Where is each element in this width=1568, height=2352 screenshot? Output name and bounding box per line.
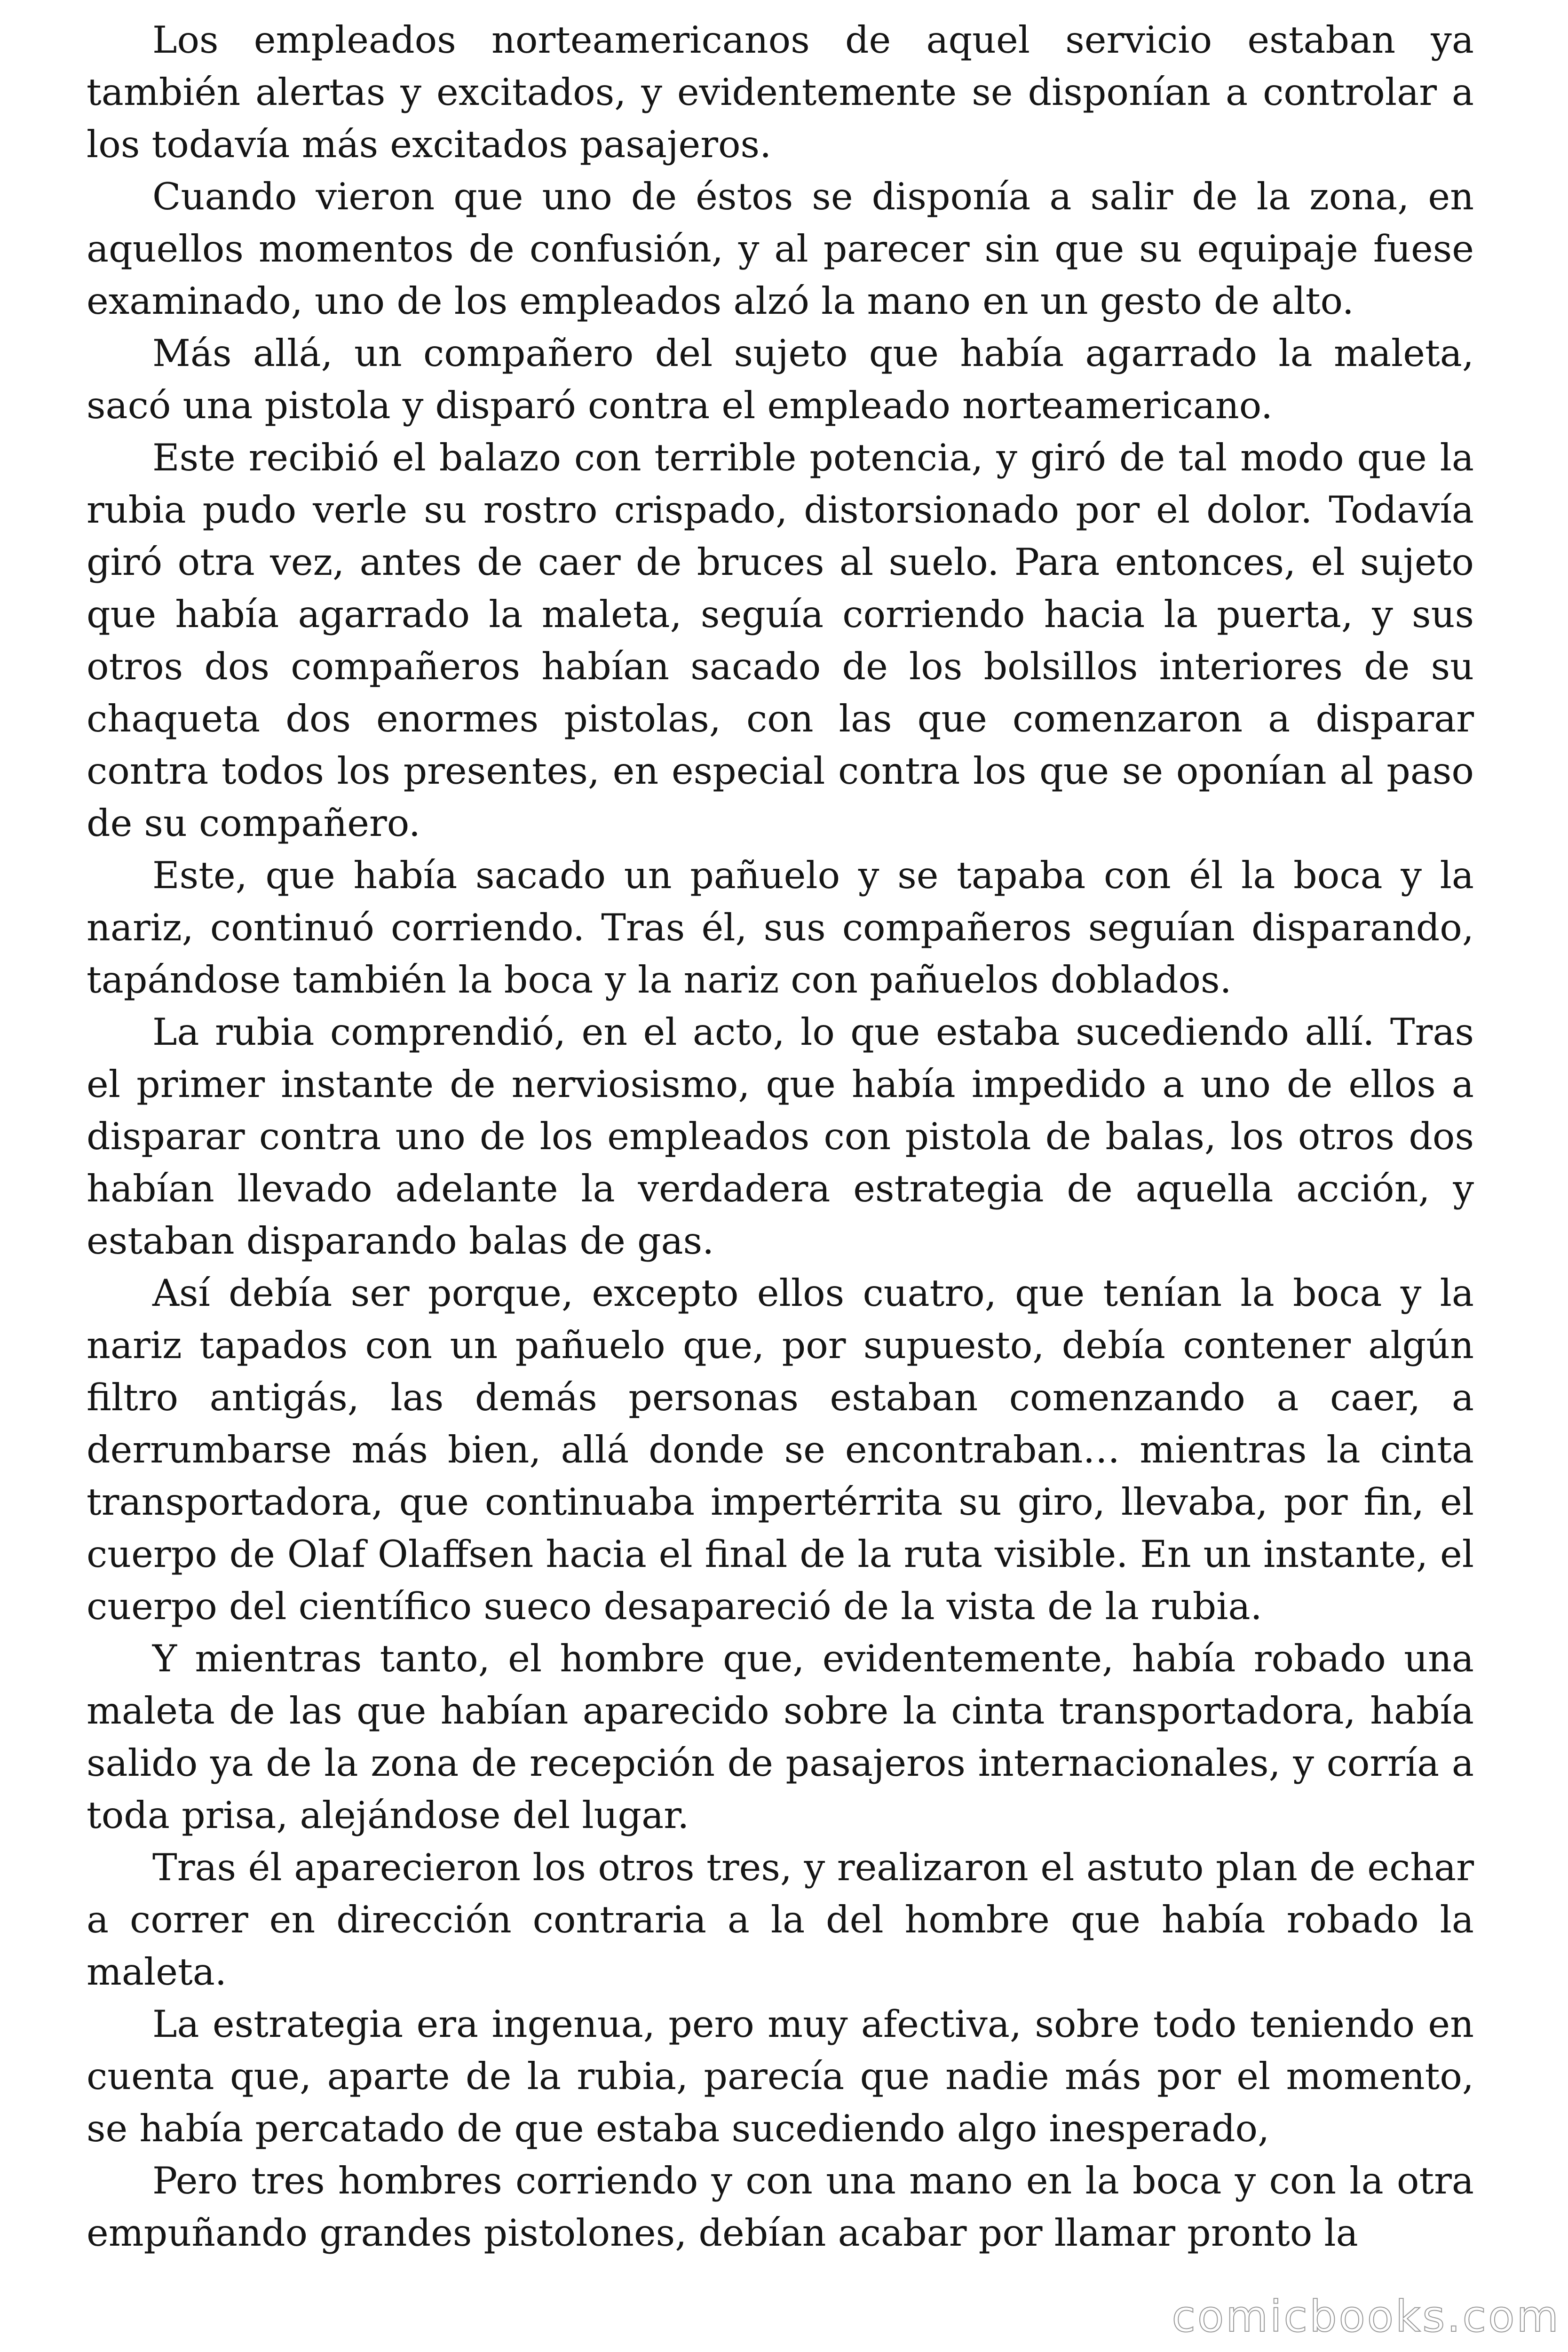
paragraph-10: La estrategia era ingenua, pero muy afectiva, sobre todo teniendo en cuenta que, aparte de la rubia, parecía que nadie más por el momento, se había percatado de que estaba sucediendo algo inesperado, <box>87 2002 1474 2150</box>
paragraph-1: Los empleados norteamericanos de aquel servicio estaban ya también alertas y excitados, y evidentemente se disponían a controlar a los todavía más excitados pasajeros. <box>87 18 1474 166</box>
paragraph-2: Cuando vieron que uno de éstos se disponía a salir de la zona, en aquellos momentos de confusión, y al parecer sin que su equipaje fuese examinado, uno de los empleados alzó la mano en un gesto de alto. <box>87 175 1474 323</box>
paragraph-6: La rubia comprendió, en el acto, lo que estaba sucediendo allí. Tras el primer instante de nerviosismo, que había impedido a uno de ellos a disparar contra uno de los empleados con pistola de balas, los otros dos habían llevado adelante la verdadera estrategia de aquella acción, y estaban disparando balas de gas. <box>87 1010 1474 1263</box>
paragraph-9: Tras él aparecieron los otros tres, y realizaron el astuto plan de echar a correr en dirección contraria a la del hombre que había robado la maleta. <box>87 1846 1474 1994</box>
paragraph-4: Este recibió el balazo con terrible potencia, y giró de tal modo que la rubia pudo verle su rostro crispado, distorsionado por el dolor. Todavía giró otra vez, antes de caer de bruces al suelo. Para entonces, el sujeto que había agarrado la maleta, seguía corriendo hacia la puerta, y sus otros dos compañeros habían sacado de los bolsillos interiores de su chaqueta dos enormes pistolas, con las que comenzaron a disparar contra todos los presentes, en especial contra los que se oponían al paso de su compañero. <box>87 436 1474 845</box>
watermark: comicbooks.com <box>1172 2291 1560 2342</box>
document-page <box>87 14 1474 2300</box>
paragraph-11: Pero tres hombres corriendo y con una mano en la boca y con la otra empuñando grandes pistolones, debían acabar por llamar pronto la <box>87 2159 1474 2255</box>
paragraph-8: Y mientras tanto, el hombre que, evidentemente, había robado una maleta de las que habían aparecido sobre la cinta transportadora, había salido ya de la zona de recepción de pasajeros internacionales, y corría a toda prisa, alejándose del lugar. <box>87 1637 1474 1837</box>
paragraph-5: Este, que había sacado un pañuelo y se tapaba con él la boca y la nariz, continuó corriendo. Tras él, sus compañeros seguían disparando, tapándose también la boca y la nariz con pañuelos doblados. <box>87 854 1474 1001</box>
paragraph-7: Así debía ser porque, excepto ellos cuatro, que tenían la boca y la nariz tapados con un pañuelo que, por supuesto, debía contener algún filtro antigás, las demás personas estaban comenzando a caer, a derrumbarse más bien, allá donde se encontraban… mientras la cinta transportadora, que continuaba impertérrita su giro, llevaba, por fin, el cuerpo de Olaf Olaffsen hacia el final de la ruta visible. En un instante, el cuerpo del científico sueco desapareció de la vista de la rubia. <box>87 1271 1474 1628</box>
paragraph-3: Más allá, un compañero del sujeto que había agarrado la maleta, sacó una pistola y disparó contra el empleado norteamericano. <box>87 332 1474 427</box>
